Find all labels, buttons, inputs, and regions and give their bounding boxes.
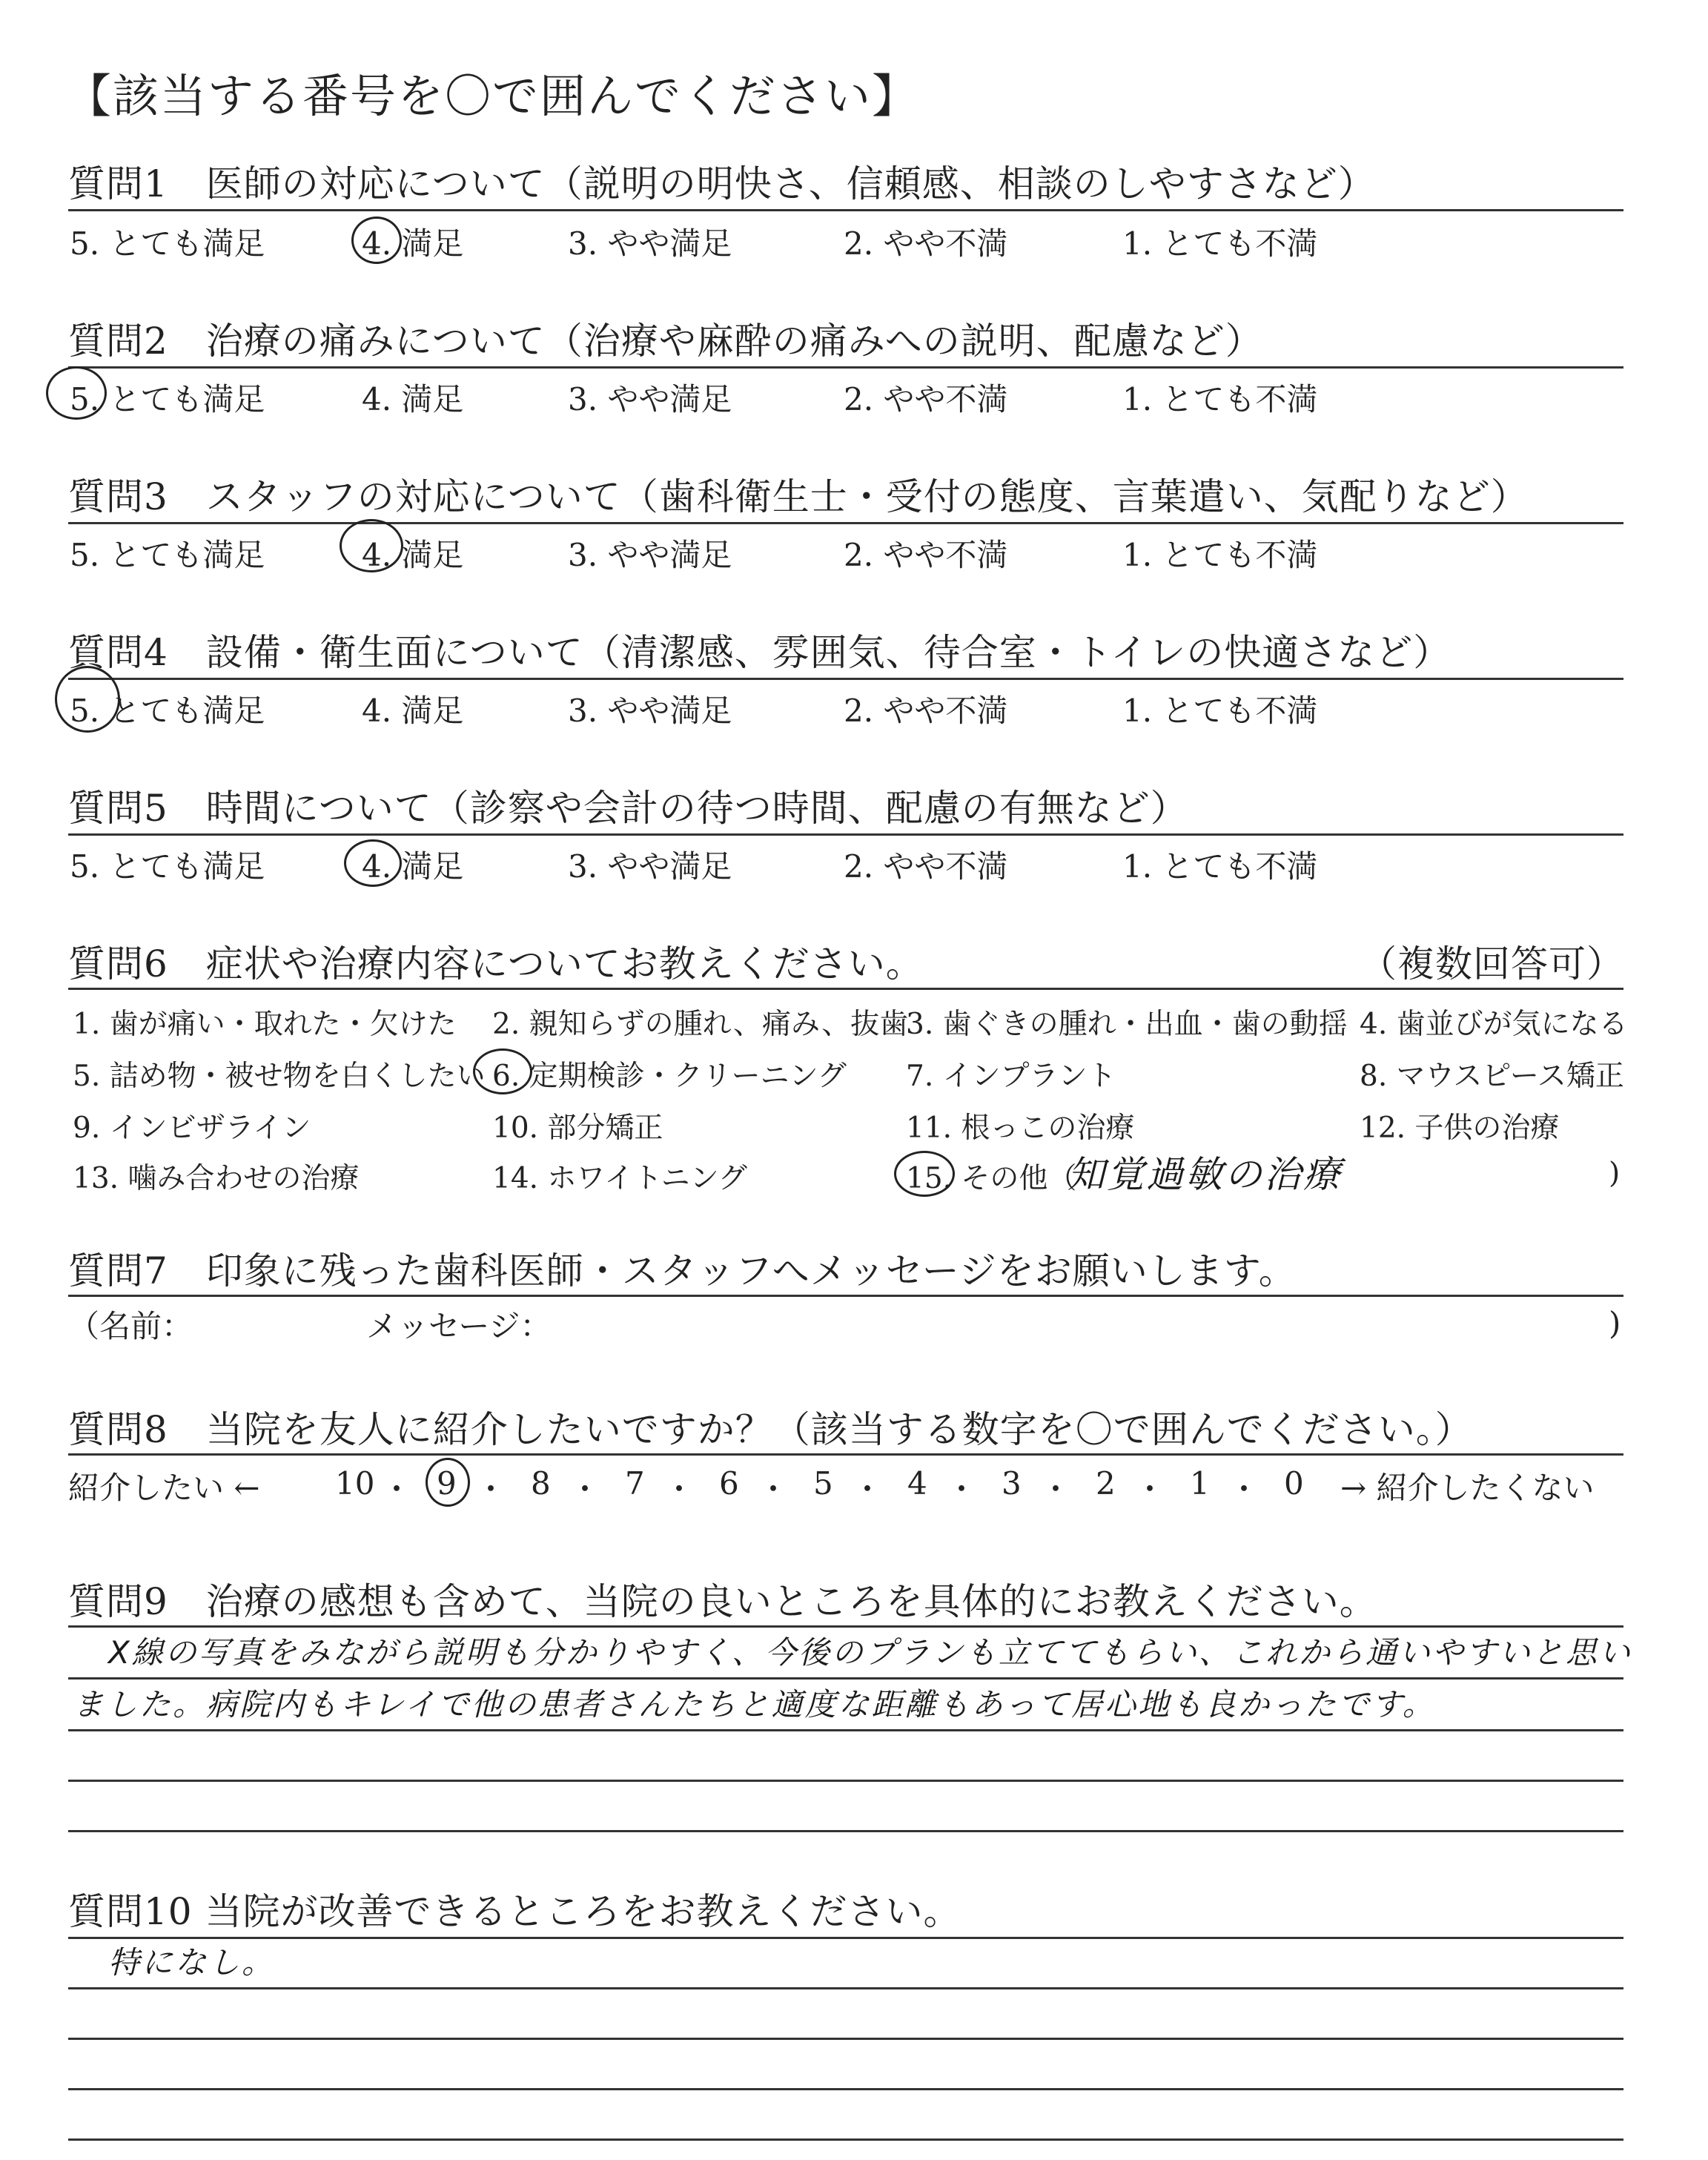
q7-close-paren: ) (1609, 1305, 1621, 1341)
q2-title: 質問2 治療の痛みについて（治療や麻酔の痛みへの説明、配慮など） (68, 320, 1263, 363)
q8-scale-separator: ・ (946, 1471, 978, 1507)
q6-selection-circle-6 (473, 1048, 532, 1094)
q1-title: 質問1 医師の対応について（説明の明快さ、信頼感、相談のしやすさなど） (68, 162, 1376, 205)
q8-rule (68, 1453, 1623, 1456)
q6-option-15[interactable]: 15. その他（ (906, 1162, 1077, 1195)
q1-selection-circle (351, 217, 402, 264)
q1-option-4[interactable]: 4. 満足 (362, 225, 464, 262)
q8-selection-circle (426, 1458, 470, 1507)
q9-rule-5 (68, 1830, 1623, 1832)
q8-scale-10[interactable]: 10 (335, 1465, 375, 1502)
q8-scale-2[interactable]: 2 (1096, 1465, 1116, 1502)
q6-other-answer[interactable]: 知覚過敏の治療 (1068, 1153, 1343, 1196)
q9-rule-3 (68, 1729, 1623, 1731)
q9-rule-1 (68, 1625, 1623, 1628)
q4-option-4[interactable]: 4. 満足 (362, 693, 464, 729)
q9-rule-2 (68, 1677, 1623, 1680)
q8-scale-separator: ・ (758, 1471, 790, 1507)
q1-option-3[interactable]: 3. やや満足 (568, 225, 732, 262)
q4-rule (68, 678, 1623, 680)
q1-option-1[interactable]: 1. とても不満 (1122, 225, 1318, 262)
q6-option-13[interactable]: 13. 噛み合わせの治療 (73, 1162, 360, 1195)
q3-option-2[interactable]: 2. やや不満 (844, 537, 1008, 573)
q6-option-11[interactable]: 11. 根っこの治療 (906, 1112, 1135, 1145)
q6-option-10[interactable]: 10. 部分矯正 (492, 1112, 663, 1145)
q2-option-4[interactable]: 4. 満足 (362, 381, 464, 417)
q1-rule (68, 209, 1623, 211)
q8-scale-3[interactable]: 3 (1002, 1465, 1022, 1502)
q8-scale-1[interactable]: 1 (1190, 1465, 1210, 1502)
q9-answer-line-1[interactable]: X線の写真をみながら説明も分かりやすく、今後のプランも立ててもらい、これから通いやすいと思い (108, 1634, 1632, 1671)
q2-option-2[interactable]: 2. やや不満 (844, 381, 1008, 417)
q7-rule (68, 1295, 1623, 1297)
q6-option-6[interactable]: 6. 定期検診・クリーニング (492, 1060, 847, 1093)
q9-answer-line-2[interactable]: ました。病院内もキレイで他の患者さんたちと適度な距離もあって居心地も良かったです。 (73, 1686, 1436, 1723)
q4-option-2[interactable]: 2. やや不満 (844, 693, 1008, 729)
q4-selection-circle (55, 666, 120, 733)
q6-note: （複数回答可） (1360, 942, 1624, 985)
q5-option-5[interactable]: 5. とても満足 (70, 848, 265, 885)
q1-option-2[interactable]: 2. やや不満 (844, 225, 1008, 262)
q8-scale-separator: ・ (852, 1471, 884, 1507)
q8-right-label: → 紹介したくない (1340, 1470, 1595, 1506)
q10-answer-line-1[interactable]: 特になし。 (108, 1944, 276, 1981)
q3-rule (68, 522, 1623, 524)
q6-rule (68, 988, 1623, 990)
q2-selection-circle (46, 366, 107, 420)
q3-option-5[interactable]: 5. とても満足 (70, 537, 265, 573)
q3-option-1[interactable]: 1. とても不満 (1122, 537, 1318, 573)
q8-scale-separator: ・ (1228, 1471, 1260, 1507)
q8-scale-9[interactable]: 9 (437, 1465, 457, 1502)
form-heading: 【該当する番号を〇で囲んでください】 (65, 69, 920, 123)
q8-scale-7[interactable]: 7 (625, 1465, 645, 1502)
q1-option-5[interactable]: 5. とても満足 (70, 225, 265, 262)
q8-scale-separator: ・ (475, 1471, 507, 1507)
q5-option-2[interactable]: 2. やや不満 (844, 848, 1008, 885)
q10-rule-1 (68, 1937, 1623, 1939)
q8-title: 質問8 当院を友人に紹介したいですか？（該当する数字を〇で囲んでください。） (68, 1408, 1473, 1451)
q8-scale-separator: ・ (1040, 1471, 1072, 1507)
q5-option-1[interactable]: 1. とても不満 (1122, 848, 1318, 885)
q6-option-5[interactable]: 5. 詰め物・被せ物を白くしたい (73, 1060, 486, 1093)
q5-rule (68, 833, 1623, 836)
q5-option-3[interactable]: 3. やや満足 (568, 848, 732, 885)
q4-option-5[interactable]: 5. とても満足 (70, 693, 265, 729)
q8-scale-6[interactable]: 6 (719, 1465, 739, 1502)
q2-option-3[interactable]: 3. やや満足 (568, 381, 732, 417)
q8-scale-separator: ・ (663, 1471, 695, 1507)
q10-rule-2 (68, 1987, 1623, 1989)
q2-option-1[interactable]: 1. とても不満 (1122, 381, 1318, 417)
q8-scale-8[interactable]: 8 (531, 1465, 551, 1502)
q9-rule-4 (68, 1780, 1623, 1782)
q7-title: 質問7 印象に残った歯科医師・スタッフへメッセージをお願いします。 (68, 1249, 1297, 1292)
q6-option-1[interactable]: 1. 歯が痛い・取れた・欠けた (73, 1008, 457, 1041)
q3-title: 質問3 スタッフの対応について（歯科衛生士・受付の態度、言葉遣い、気配りなど） (68, 475, 1529, 518)
q6-option-14[interactable]: 14. ホワイトニング (492, 1162, 747, 1195)
q3-option-3[interactable]: 3. やや満足 (568, 537, 732, 573)
q3-option-4[interactable]: 4. 満足 (362, 537, 464, 573)
q7-name-label: （名前： (68, 1308, 193, 1344)
q8-left-label: 紹介したい ← (68, 1470, 260, 1506)
q2-option-5[interactable]: 5. とても満足 (70, 381, 265, 417)
q8-scale-4[interactable]: 4 (907, 1465, 927, 1502)
q9-title: 質問9 治療の感想も含めて、当院の良いところを具体的にお教えください。 (68, 1580, 1377, 1623)
q4-option-1[interactable]: 1. とても不満 (1122, 693, 1318, 729)
q6-option-3[interactable]: 3. 歯ぐきの腫れ・出血・歯の動揺 (906, 1008, 1348, 1041)
q8-scale-0[interactable]: 0 (1284, 1465, 1304, 1502)
q4-option-3[interactable]: 3. やや満足 (568, 693, 732, 729)
q6-other-close-paren: ) (1609, 1157, 1621, 1190)
q3-selection-circle (340, 519, 403, 572)
q6-selection-circle-15 (894, 1151, 955, 1197)
q6-option-8[interactable]: 8. マウスピース矯正 (1360, 1060, 1624, 1093)
q8-scale-separator: ・ (1134, 1471, 1166, 1507)
q5-selection-circle (344, 839, 402, 887)
q5-title: 質問5 時間について（診察や会計の待つ時間、配慮の有無など） (68, 787, 1188, 830)
q10-rule-4 (68, 2088, 1623, 2090)
q6-option-2[interactable]: 2. 親知らずの腫れ、痛み、抜歯 (492, 1008, 909, 1041)
q6-title: 質問6 症状や治療内容についてお教えください。 (68, 942, 924, 985)
q6-option-12[interactable]: 12. 子供の治療 (1360, 1112, 1560, 1145)
q8-scale-separator: ・ (569, 1471, 601, 1507)
q4-title: 質問4 設備・衛生面について（清潔感、雰囲気、待合室・トイレの快適さなど） (68, 631, 1452, 674)
q6-option-4[interactable]: 4. 歯並びが気になる (1360, 1008, 1628, 1041)
q5-option-4[interactable]: 4. 満足 (362, 848, 464, 885)
q10-rule-5 (68, 2138, 1623, 2141)
q10-title: 質問10 当院が改善できるところをお教えください。 (68, 1890, 961, 1933)
q6-option-9[interactable]: 9. インビザライン (73, 1112, 311, 1145)
q8-scale-separator: ・ (381, 1471, 413, 1507)
q8-scale-5[interactable]: 5 (813, 1465, 833, 1502)
q10-rule-3 (68, 2038, 1623, 2040)
q6-option-7[interactable]: 7. インプラント (906, 1060, 1116, 1093)
q2-rule (68, 366, 1623, 369)
q7-message-label: メッセージ： (366, 1308, 552, 1344)
